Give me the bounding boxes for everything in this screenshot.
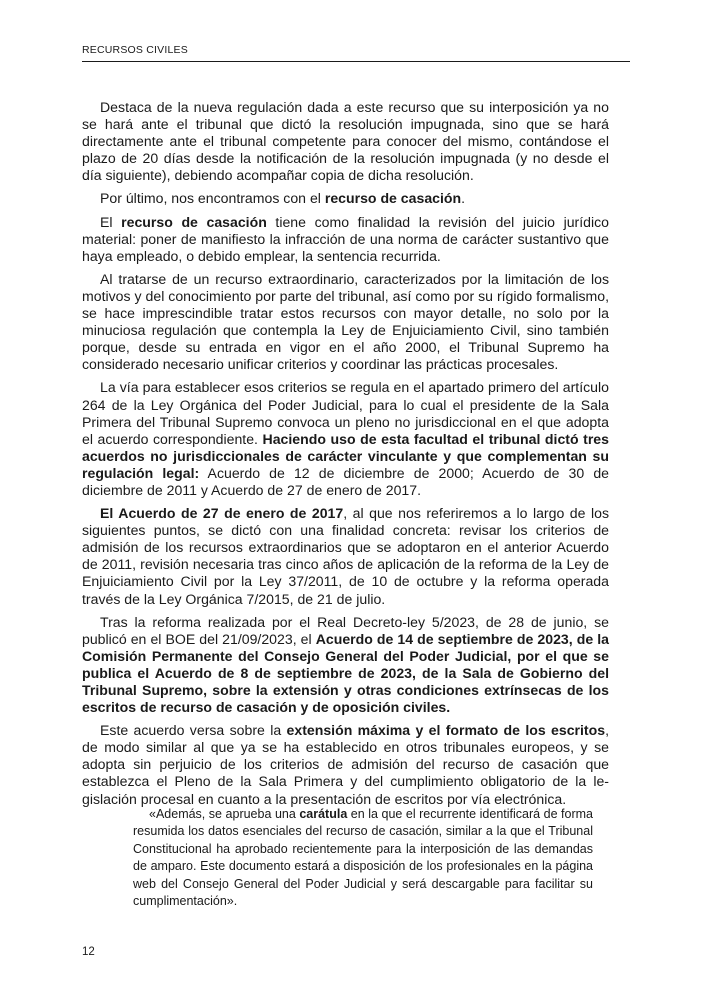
text-span: Destaca de la nueva regulación dada a este recurso que su interposición ya no se hará ante el tribunal que dictó la resolución impugnada, sino que se hará directamente ante el tribunal competente para conocer del mismo, contándose el plazo de 20 días desde la notificación de la resolución impugnada (y no desde el día siguiente), debiendo acompañar copia de dicha resolución. xyxy=(82,99,609,184)
bold-text-span: Haciendo uso de esta facultad el tribunal dictó tres acuerdos no jurisdiccionales de carácter vinculante y que complementan su regulación legal: xyxy=(82,430,609,481)
bold-text-span: Acuerdo de 14 de septiembre de 2023, de la Comisión Permanente del Consejo General del Poder Judicial, por el que se publica el Acuerdo de 8 de septiembre de 2023, de la Sala de Gobierno del Tribunal Supremo, sobre la extensión y otras condiciones extrínsecas de los escritos de recurso de casación y de oposición civiles. xyxy=(82,630,609,716)
text-span: Al tratarse de un recurso extraordinario, caracterizados por la limitación de los motivos y del conocimiento por parte del tribunal, así como por su rígido formalismo, se hace imprescindible tratar estos recursos con mayor detalle, no solo por la minuciosa regulación que contempla la Ley de Enjuiciamiento Civil, sino también porque, desde su entrada en vigor en el año 2000, el Tribunal Supremo ha considerado necesario unificar criterios y coordinar las prácticas procesales. xyxy=(82,270,609,373)
text-span: Este acuerdo versa sobre la xyxy=(100,722,287,739)
text-span: Acuerdo de 12 de diciembre de 2000; Acuerdo de 30 de diciembre de 2011 y Acuerdo de 27 de enero de 2017. xyxy=(82,464,609,498)
quote-paragraph xyxy=(133,806,593,910)
body-paragraph xyxy=(82,505,609,608)
bold-text-span: extensión máxima y el formato de los escritos xyxy=(286,722,606,739)
body-paragraph xyxy=(82,99,609,184)
text-span: La vía para establecer esos criterios se regula en el apartado primero del artículo 264 de la Ley Orgánica del Poder Judicial, para lo cual el presidente de la Sala Primera del Tribunal Supremo convoca un pleno no jurisdiccional en el que adopta el acuerdo correspondiente. xyxy=(82,379,609,447)
text-span: en la que el recurrente identificará de forma resumida los datos esenciales del recurso de casación, similar a la que el Tribunal Constitucional ha aprobado recientemente para la interposición de las demandas de amparo. Este documento estará a disposición de los profesionales en la página web del Consejo General del Poder Judicial y será descargable para facilitar su cumplimentación». xyxy=(133,807,593,909)
text-span: El xyxy=(100,213,122,230)
body-paragraph xyxy=(82,614,609,717)
bold-text-span: carátula xyxy=(299,807,348,821)
body-text xyxy=(82,99,609,814)
text-span: «Además, se aprueba una xyxy=(149,807,300,821)
body-paragraph xyxy=(82,722,609,807)
body-paragraph xyxy=(82,271,609,374)
running-header: RECURSOS CIVILES xyxy=(82,44,188,56)
text-span: Por último, nos encontramos con el xyxy=(100,190,325,207)
bold-text-span: recurso de casación xyxy=(121,213,267,230)
bold-text-span: recurso de casación xyxy=(324,190,462,207)
block-quote xyxy=(133,806,593,910)
text-span: Tras la reforma realizada por el Real Decreto-ley 5/2023, de 28 de junio, se publicó en el BOE del 21/09/2023, el xyxy=(82,613,609,647)
text-span: tiene como finalidad la revisión del juicio jurídico material: poner de manifiesto la infracción de una norma de carácter sustantivo que haya empleado, o debido emplear, la sentencia recurrida. xyxy=(82,213,609,264)
page-number: 12 xyxy=(82,946,95,958)
text-span: . xyxy=(461,190,466,207)
body-paragraph xyxy=(82,214,609,265)
bold-text-span: El Acuerdo de 27 de enero de 2017 xyxy=(100,505,344,522)
header-rule xyxy=(82,61,630,62)
body-paragraph xyxy=(82,190,609,207)
text-span: , de modo similar al que ya se ha establecido en otros tribunales europeos, y se adopta sin perjuicio de los criterios de admisión del recurso de casación que establezca el Pleno de la Sala Primera y del cumplimiento obligatorio de la legislación procesal en cuanto a la presentación de escritos por vía electrónica. xyxy=(82,722,609,807)
text-span: , al que nos referiremos a lo largo de los siguientes puntos, se dictó con una finalidad concreta: revisar los criterios de admisión de los recursos extraordinarios que se adoptaron en el anterior Acuerdo de 2011, revisión necesaria tras cinco años de aplicación de la reforma de la Ley de Enjuiciamiento Civil por la Ley 37/2011, de 10 de octubre y la reforma operada través de la Ley Orgánica 7/2015, de 21 de julio. xyxy=(82,505,609,607)
body-paragraph xyxy=(82,379,609,499)
